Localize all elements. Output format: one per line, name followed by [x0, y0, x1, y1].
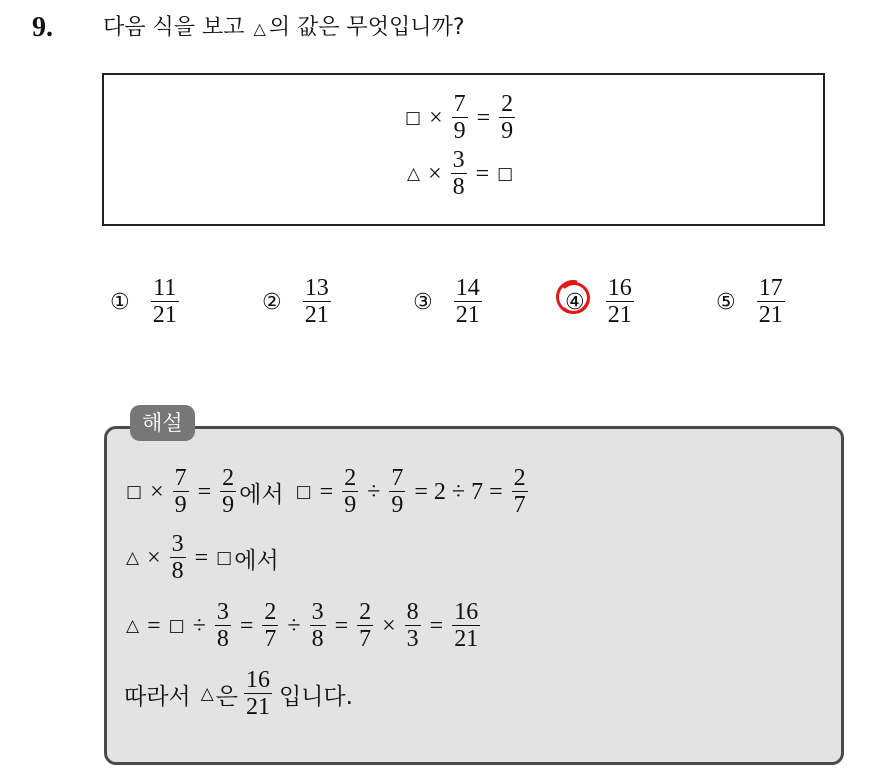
times-sign: ×: [382, 612, 396, 639]
denominator: 21: [455, 302, 480, 329]
triangle-symbol: △: [200, 684, 214, 705]
denominator: 8: [171, 558, 184, 585]
numerator: 2: [264, 599, 277, 625]
fraction: [215, 600, 231, 652]
square-symbol: □: [168, 616, 185, 637]
choice-2[interactable]: [262, 276, 334, 328]
triangle-symbol: △: [126, 616, 140, 637]
numerator: 8: [406, 599, 419, 625]
divide-sign: ÷: [367, 478, 381, 505]
choice-5[interactable]: [716, 276, 788, 328]
square-symbol: □: [405, 108, 422, 129]
conclusion-particle: 은: [215, 683, 238, 710]
numerator: 7: [391, 465, 404, 491]
numerator: 3: [452, 147, 465, 173]
denominator: 7: [359, 626, 372, 653]
denominator: 21: [758, 302, 783, 329]
choice-mark: ⑤: [716, 289, 736, 315]
numerator: 7: [174, 465, 187, 491]
square-symbol: □: [126, 482, 143, 503]
numerator: 16: [607, 275, 632, 301]
numerator: 14: [455, 275, 480, 301]
equals-sign: =: [334, 612, 349, 639]
denominator: 9: [344, 492, 357, 519]
denominator: 21: [152, 302, 177, 329]
choice-mark-text: ④: [565, 289, 585, 315]
divide-sign: ÷: [287, 612, 301, 639]
equals-sign: =: [194, 544, 209, 571]
choice-fraction: [454, 276, 482, 328]
fraction: [244, 668, 272, 720]
choice-3[interactable]: [413, 276, 485, 328]
triangle-symbol: △: [407, 164, 421, 185]
denominator: 7: [513, 492, 526, 519]
denominator: 8: [311, 626, 324, 653]
fraction: [170, 532, 186, 584]
numerator: 2: [513, 465, 526, 491]
choice-mark: ③: [413, 289, 433, 315]
question-number: 9.: [32, 12, 53, 43]
word-eseo: 에서: [234, 547, 279, 574]
times-sign: ×: [147, 544, 161, 571]
fraction: [389, 466, 405, 518]
denominator: 21: [245, 694, 270, 721]
numerator: 16: [454, 599, 479, 625]
numerator: 3: [171, 531, 184, 557]
fraction: [173, 466, 189, 518]
equals-sign: =: [147, 612, 161, 639]
square-symbol: □: [295, 482, 312, 503]
denominator: 21: [454, 626, 479, 653]
fraction: [499, 92, 515, 144]
equals-sign: =: [475, 160, 490, 187]
choice-fraction: [606, 276, 634, 328]
fraction: [512, 466, 528, 518]
question-text-before: 다음 식을 보고: [103, 15, 245, 40]
conclusion-suffix: 입니다.: [278, 683, 353, 710]
triangle-symbol: △: [253, 19, 266, 38]
square-symbol: □: [497, 164, 514, 185]
numerator: 3: [311, 599, 324, 625]
times-sign: ×: [150, 478, 164, 505]
explanation-line-3: [124, 600, 483, 652]
explanation-line-2: [124, 532, 279, 584]
fraction: [451, 148, 467, 200]
numerator: 11: [153, 275, 177, 301]
divide-sign: ÷: [192, 612, 206, 639]
denominator: 3: [406, 626, 419, 653]
question-text-after: 의 값은 무엇입니까?: [268, 15, 465, 40]
denominator: 21: [304, 302, 329, 329]
numerator: 3: [216, 599, 229, 625]
denominator: 9: [222, 492, 235, 519]
choice-mark: ②: [262, 289, 282, 315]
numerator: 7: [453, 91, 466, 117]
equals-sign: =: [239, 612, 254, 639]
word-eseo: 에서: [239, 481, 284, 508]
explanation-line-1: [124, 466, 531, 518]
fraction: [452, 92, 468, 144]
fraction: [357, 600, 373, 652]
numerator: 17: [758, 275, 783, 301]
denominator: 8: [452, 174, 465, 201]
choice-1[interactable]: [110, 276, 182, 328]
equals-sign: =: [197, 478, 212, 505]
question-text: [103, 14, 465, 43]
choice-fraction: [151, 276, 179, 328]
fraction: [220, 466, 236, 518]
integer-expression: 2 ÷ 7: [433, 478, 484, 505]
choice-mark: [565, 290, 585, 315]
square-symbol: □: [216, 548, 233, 569]
denominator: 9: [453, 118, 466, 145]
conclusion-prefix: 따라서: [124, 683, 191, 710]
explanation-label: 해설: [130, 405, 195, 441]
fraction: [452, 600, 480, 652]
numerator: 13: [304, 275, 329, 301]
numerator: 2: [501, 91, 514, 117]
choice-fraction: [757, 276, 785, 328]
equation-line-2: [405, 148, 515, 200]
denominator: 8: [216, 626, 229, 653]
times-sign: ×: [429, 104, 443, 131]
numerator: 2: [359, 599, 372, 625]
denominator: 9: [501, 118, 514, 145]
selected-circle-icon: [558, 282, 590, 314]
numerator: 16: [245, 667, 270, 693]
numerator: 2: [344, 465, 357, 491]
fraction: [342, 466, 358, 518]
equals-sign: =: [319, 478, 334, 505]
equals-sign: =: [489, 478, 503, 505]
explanation-line-4: [124, 668, 353, 720]
equals-sign: =: [476, 104, 491, 131]
triangle-symbol: △: [126, 548, 140, 569]
choice-mark: ①: [110, 289, 130, 315]
denominator: 9: [391, 492, 404, 519]
equals-sign: =: [429, 612, 444, 639]
denominator: 9: [174, 492, 187, 519]
fraction: [262, 600, 278, 652]
choice-fraction: [303, 276, 331, 328]
choice-4[interactable]: [565, 276, 637, 328]
times-sign: ×: [428, 160, 442, 187]
denominator: 7: [264, 626, 277, 653]
equation-line-1: [403, 92, 518, 144]
fraction: [405, 600, 421, 652]
denominator: 21: [607, 302, 632, 329]
equals-sign: =: [414, 478, 428, 505]
numerator: 2: [222, 465, 235, 491]
fraction: [310, 600, 326, 652]
